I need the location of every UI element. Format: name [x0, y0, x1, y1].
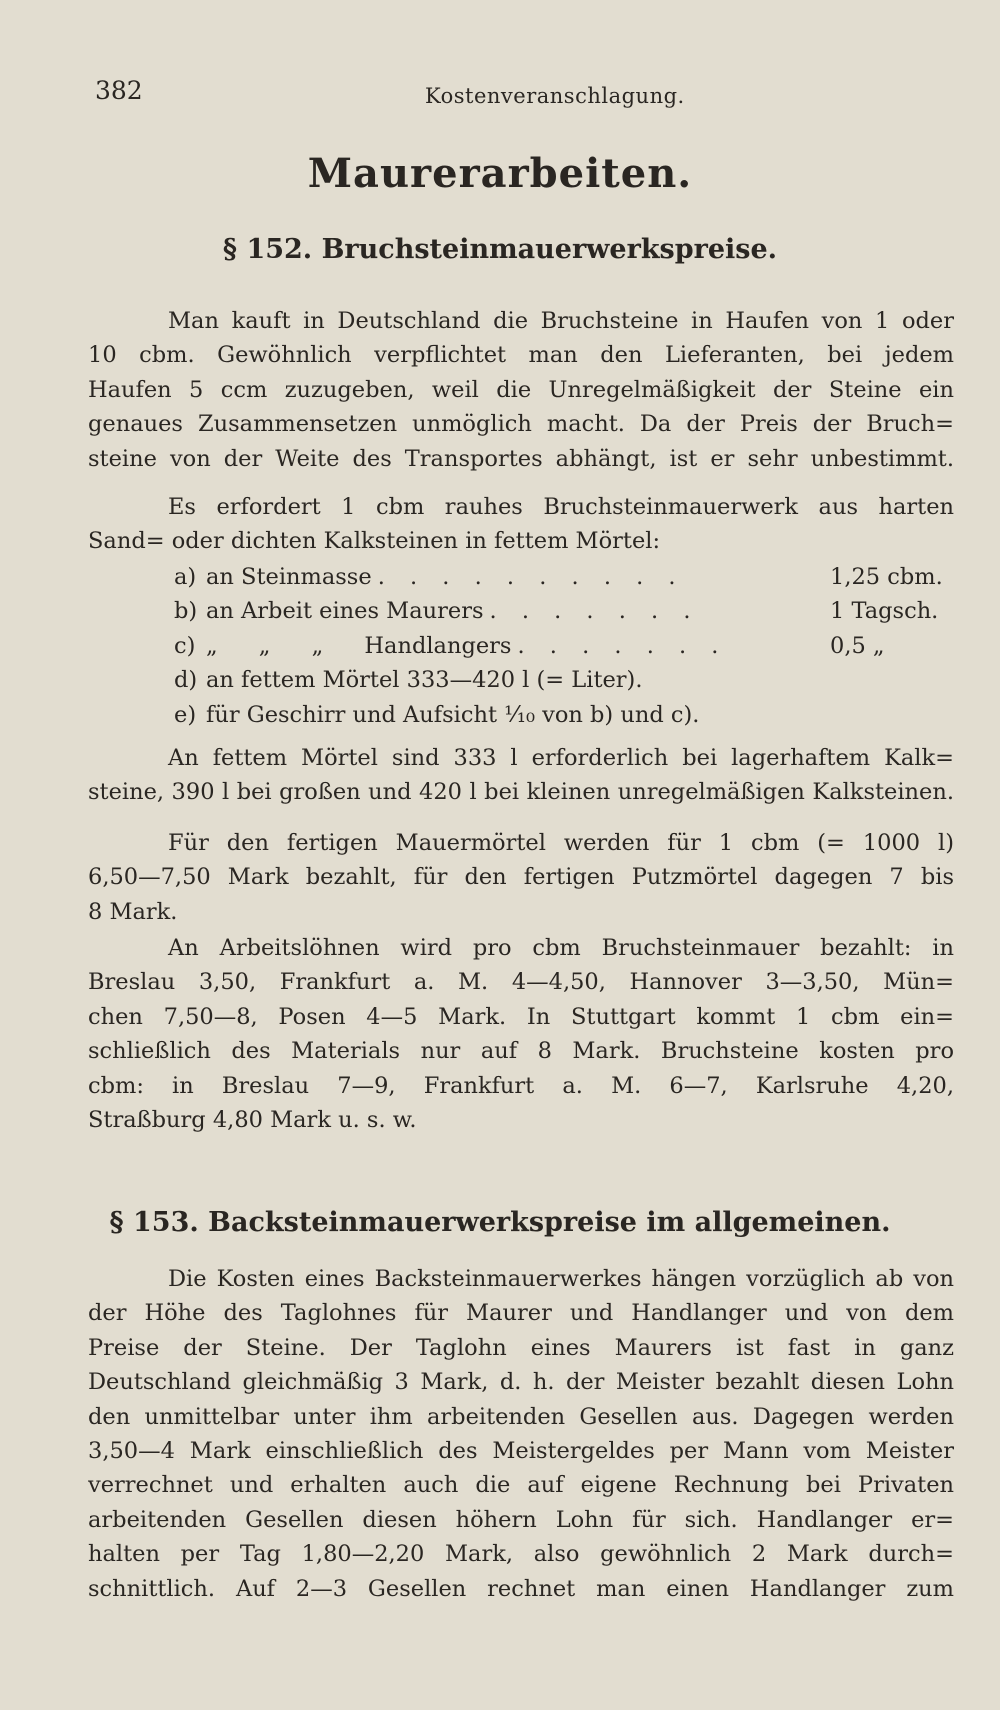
text-line: genaues Zusammensetzen unmöglich macht. Da der Preis der Bruch=: [88, 411, 954, 438]
text-line: cbm: in Breslau 7—9, Frankfurt a. M. 6—7, Karlsruhe 4,20,: [88, 1072, 954, 1099]
section-153-heading: § 153. Backsteinmauerwerkspreise im allgemeinen.: [109, 1207, 891, 1238]
text-line: halten per Tag 1,80—2,20 Mark, also gewöhnlich 2 Mark durch=: [88, 1541, 954, 1568]
list-item: [88, 594, 954, 628]
text-line: 6,50—7,50 Mark bezahlt, für den fertigen Putzmörtel dagegen 7 bis: [88, 864, 954, 891]
list-marker: d): [174, 667, 198, 694]
text-line: chen 7,50—8, Posen 4—5 Mark. In Stuttgart kommt 1 cbm ein=: [88, 1003, 954, 1030]
text-line: 3,50—4 Mark einschließlich des Meistergeldes per Mann vom Meister: [88, 1437, 954, 1464]
page-header: [95, 76, 945, 116]
text-line: Es erfordert 1 cbm rauhes Bruchsteinmauerwerk aus harten: [168, 494, 954, 520]
text-line: Straßburg 4,80 Mark u. s. w.: [88, 1106, 417, 1133]
list-text: an Arbeit eines Maurers: [206, 598, 484, 625]
list-text: „ „ „ Handlangers: [206, 632, 512, 659]
section-152-paragraph-4: [88, 826, 954, 929]
dot-leader: . . . . . . . . . .: [377, 564, 685, 590]
text-line: arbeitenden Gesellen diesen höhern Lohn für sich. Handlanger er=: [88, 1506, 954, 1533]
page-number: 382: [95, 76, 143, 105]
list-value: 1 Tagsch.: [830, 598, 939, 625]
text-line: den unmittelbar unter ihm arbeitenden Gesellen aus. Dagegen werden: [88, 1403, 954, 1430]
list-value: 0,5 „: [830, 632, 885, 659]
text-line: der Höhe des Taglohnes für Maurer und Handlanger und von dem: [88, 1300, 954, 1327]
text-line: Preise der Steine. Der Taglohn eines Maurers ist fast in ganz: [88, 1334, 954, 1361]
section-152-paragraph-2: [88, 490, 954, 559]
text-line: schnittlich. Auf 2—3 Gesellen rechnet man einen Handlanger zum: [88, 1575, 954, 1602]
list-marker: e): [174, 701, 197, 728]
text-line: 10 cbm. Gewöhnlich verpflichtet man den Lieferanten, bei jedem: [88, 342, 954, 369]
list-text: für Geschirr und Aufsicht ¹⁄₁₀ von b) und c).: [206, 701, 700, 728]
text-line: verrechnet und erhalten auch die auf eigene Rechnung bei Privaten: [88, 1472, 954, 1499]
text-line: Die Kosten eines Backsteinmauerwerkes hängen vorzüglich ab von: [168, 1266, 954, 1292]
text-line: steine von der Weite des Transportes abhängt, ist er sehr unbestimmt.: [88, 445, 954, 472]
list-marker: c): [174, 632, 196, 659]
text-line: steine, 390 l bei großen und 420 l bei kleinen unregelmäßigen Kalksteinen.: [88, 779, 954, 806]
text-line: Breslau 3,50, Frankfurt a. M. 4—4,50, Hannover 3—3,50, Mün=: [88, 969, 954, 996]
text-line: Man kauft in Deutschland die Bruchsteine in Haufen von 1 oder: [168, 308, 954, 334]
list-item: [88, 698, 954, 732]
list-text: an Steinmasse: [206, 564, 372, 590]
running-title: Kostenveranschlagung.: [425, 84, 685, 108]
list-value: 1,25 cbm.: [830, 564, 943, 590]
list-marker: a): [174, 564, 197, 590]
material-list: [88, 560, 954, 732]
list-item: [88, 629, 954, 663]
section-152-paragraph-1: [88, 304, 954, 476]
text-line: schließlich des Materials nur auf 8 Mark. Bruchsteine kosten pro: [88, 1038, 954, 1065]
dot-leader: . . . . . . .: [489, 598, 700, 625]
list-marker: b): [174, 598, 198, 625]
chapter-title: Maurerarbeiten.: [307, 150, 693, 197]
text-line: Für den fertigen Mauermörtel werden für 1 cbm (= 1000 l): [168, 830, 954, 856]
section-152-paragraph-3: [88, 741, 954, 810]
section-152-heading: § 152. Bruchsteinmauerwerkspreise.: [222, 234, 778, 265]
text-line: Haufen 5 ccm zuzugeben, weil die Unregelmäßigkeit der Steine ein: [88, 376, 954, 403]
dot-leader: . . . . . . .: [517, 632, 728, 659]
text-line: An Arbeitslöhnen wird pro cbm Bruchsteinmauer bezahlt: in: [168, 935, 954, 961]
section-153-paragraph-1: [88, 1262, 954, 1606]
list-item: [88, 663, 954, 697]
text-line: An fettem Mörtel sind 333 l erforderlich bei lagerhaftem Kalk=: [168, 745, 954, 771]
text-line: Sand= oder dichten Kalksteinen in fettem Mörtel:: [88, 528, 661, 555]
section-152-paragraph-5: [88, 931, 954, 1137]
text-line: 8 Mark.: [88, 898, 178, 925]
list-item: [88, 560, 954, 594]
list-text: an fettem Mörtel 333—420 l (= Liter).: [206, 667, 643, 694]
text-line: Deutschland gleichmäßig 3 Mark, d. h. der Meister bezahlt diesen Lohn: [88, 1369, 954, 1396]
